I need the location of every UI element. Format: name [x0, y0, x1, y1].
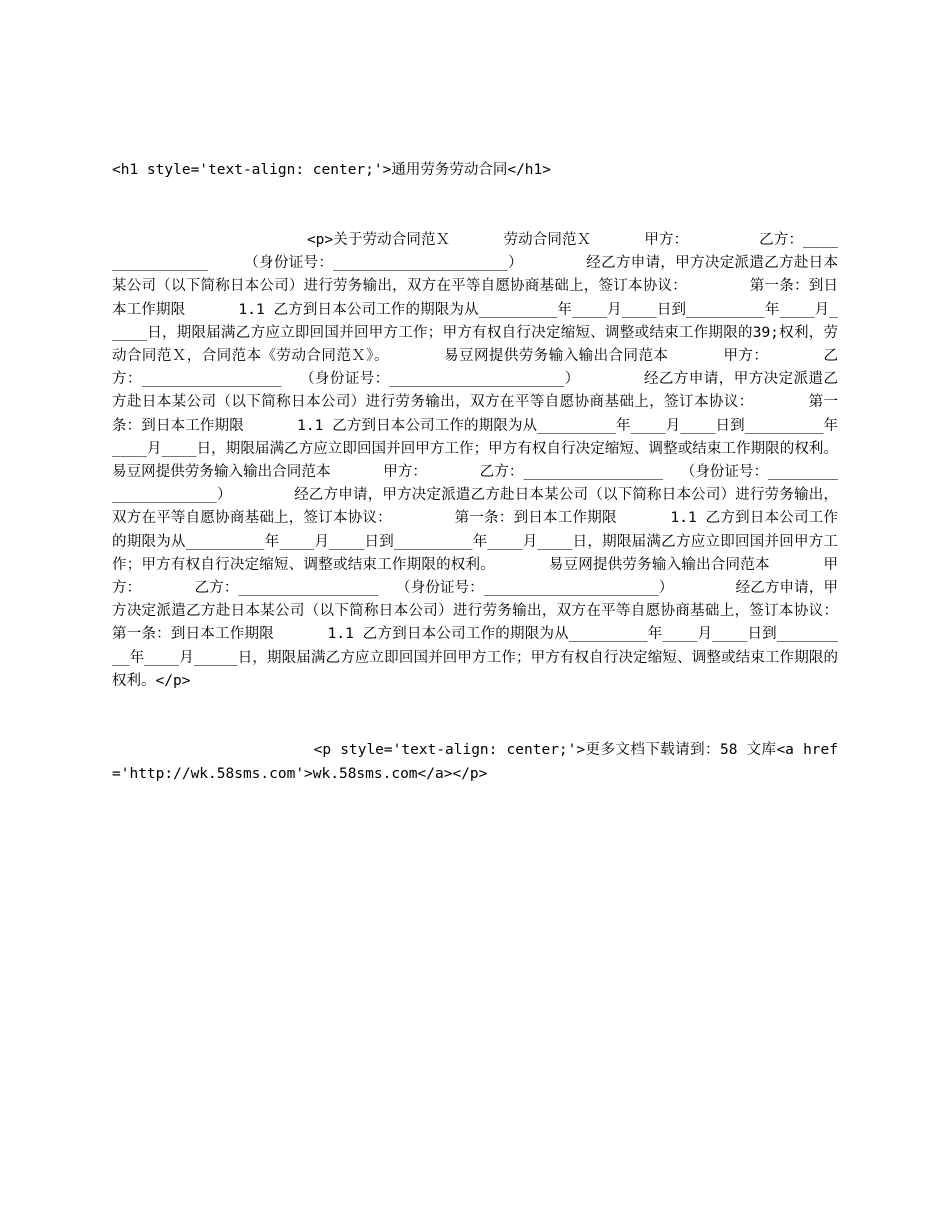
download-footer-line: <p style='text-align: center;'>更多文档下载请到：58 文库<a href='http://wk.58sms.com'>wk.58sms.com</a></p> [112, 742, 838, 782]
contract-paragraph: <p>关于劳动合同范Ｘ 劳动合同范Ｘ 甲方： 乙方：_______________ （身份证号：____________________） 经乙方申请，甲方决定派遣乙方赴日本某公司（以下简称日本公司）进行劳务输出，双方在平等自愿协商基础上，签订本协议： 第一条：到日本工作期限 1.1 乙方到日本公司工作的期限为从_________年____月____日到_________年____月_____日，期限届满乙方应立即回国并回甲方工作；甲方有权自行决定缩短、调整或结束工作期限的39;权利，劳动合同范Ｘ，合同范本《劳动合同范Ｘ》。 易豆网提供劳务输入输出合同范本 甲方： 乙方：________________ （身份证号：____________________） 经乙方申请，甲方决定派遣乙方赴日本某公司（以下简称日本公司）进行劳务输出，双方在平等自愿协商基础上，签订本协议： 第一条：到日本工作期限 1.1 乙方到日本公司工作的期限为从_________年____月____日到_________年____月____日，期限届满乙方应立即回国并回甲方工作；甲方有权自行决定缩短、调整或结束工作期限的权利。 易豆网提供劳务输入输出合同范本 甲方： 乙方：________________ （身份证号：____________________） 经乙方申请，甲方决定派遣乙方赴日本某公司（以下简称日本公司）进行劳务输出，双方在平等自愿协商基础上，签订本协议： 第一条：到日本工作期限 1.1 乙方到日本公司工作的期限为从_________年____月____日到_________年____月____日，期限届满乙方应立即回国并回甲方工作；甲方有权自行决定缩短、调整或结束工作期限的权利。 易豆网提供劳务输入输出合同范本 甲方： 乙方：________________ （身份证号：____________________） 经乙方申请，甲方决定派遣乙方赴日本某公司（以下简称日本公司）进行劳务输出，双方在平等自愿协商基础上，签订本协议： 第一条：到日本工作期限 1.1 乙方到日本公司工作的期限为从_________年____月____日到_________年____月_____日，期限届满乙方应立即回国并回甲方工作；甲方有权自行决定缩短、调整或结束工作期限的权利。</p> [112, 232, 891, 689]
title-html-line: <h1 style='text-align: center;'>通用劳务劳动合同</h1> [112, 162, 551, 179]
document-body [112, 113, 891, 832]
